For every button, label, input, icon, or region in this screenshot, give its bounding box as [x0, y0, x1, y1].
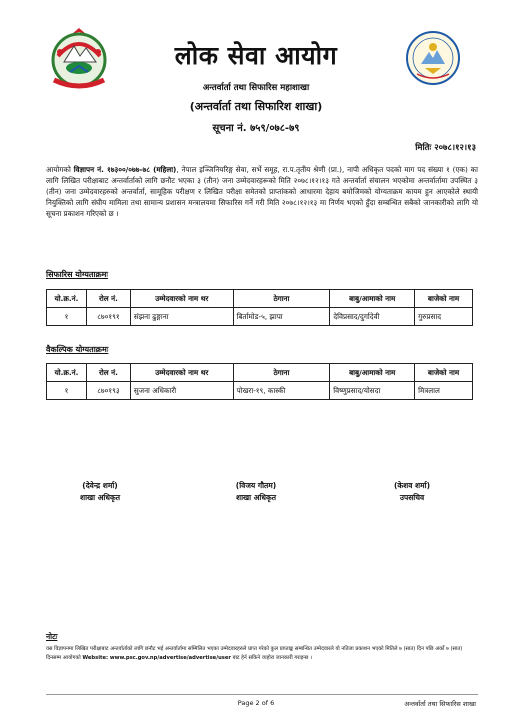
col-sn: यो.क्र.नं. — [47, 290, 87, 308]
notice-body — [46, 165, 478, 220]
col-address: ठेगाना — [233, 290, 330, 308]
table-row — [47, 308, 473, 326]
note-label: नोटः — [46, 632, 58, 641]
alternate-heading: वैकल्पिक योग्यताक्रमः — [46, 345, 109, 354]
cell-sn: १ — [47, 308, 87, 326]
notice-date: मितिः २०७८।१२।१३ — [415, 143, 476, 153]
cell-address: बिर्तामोड-५, झापा — [233, 308, 330, 326]
col-roll: रोल नं. — [86, 364, 130, 382]
branch-name: (अन्तर्वार्ता तथा सिफारिश शाखा) — [189, 100, 323, 113]
note-text-part1: यस विज्ञापनमा लिखित परीक्षाबाट अन्तर्वार्ताको लागि छनौट भई अन्तर्वार्तामा सम्मिलित भएका उम्मेदवारहरुले प्राप्त गरेको कुल प्राप्ताङ्क सम्बन्धित उम्मेदवारले यो नतिजा प्रकाशन भएको मितिले ७ (सात) दिन पछि अर्को ७ (सात) दिनसम्म आयोगको — [46, 646, 463, 661]
cell-grandfather: गुरुप्रसाद — [415, 308, 473, 326]
website-link[interactable]: Website: www.psc.gov.np/advertise/advertise/user — [82, 654, 231, 661]
cell-grandfather: मित्रलाल — [415, 382, 473, 400]
col-grandfather: बाजेको नाम — [415, 290, 473, 308]
cell-roll: ८७०१९३ — [86, 382, 130, 400]
col-name: उम्मेदवारको नाम थर — [130, 290, 233, 308]
signatory-role: उपसचिव — [399, 493, 425, 502]
table-header-row — [47, 364, 473, 382]
recommended-table — [46, 289, 473, 326]
signatory-role: शाखा अधिकृत — [79, 493, 121, 502]
col-roll: रोल नं. — [86, 290, 130, 308]
cell-name: संझना ढुङ्गाना — [130, 308, 233, 326]
recommended-heading: सिफारिस योग्यताक्रमः — [46, 270, 109, 279]
cell-roll: ८७०१९१ — [86, 308, 130, 326]
col-parents: बाबु/आमाको नाम — [330, 364, 415, 382]
cell-parents: विष्णुप्रसाद/योसदा — [330, 382, 415, 400]
cell-sn: १ — [47, 382, 87, 400]
signature-block-2 — [186, 480, 326, 504]
col-parents: बाबु/आमाको नाम — [330, 290, 415, 308]
col-sn: यो.क्र.नं. — [47, 364, 87, 382]
note-text-part2: बाट हेर्न सकिने व्यहोरा जानकारी गराइन्छ । — [230, 654, 312, 661]
body-intro: आयोगको — [46, 165, 74, 174]
signature-block-3 — [342, 480, 482, 504]
col-name: उम्मेदवारको नाम थर — [130, 364, 233, 382]
col-address: ठेगाना — [233, 364, 330, 382]
col-grandfather: बाजेको नाम — [415, 364, 473, 382]
body-text: , नेपाल इञ्जिनियरिङ्ग सेवा, सर्भे समूह, रा.प.तृतीय श्रेणी (प्रा.), नापी अधिकृत पदको माग पद संख्या १ (एक) का लागि लिखित परीक्षाबाट अन्तर्वार्ताको लागि छनौट भएका ३ (तीन) जना उम्मेदवारहरूको मिति २०७८।१२।१३ गते अन्तर्वार्ता संचालन भएकोमा अन्तर्वार्तामा उपस्थित ३ (तीन) जना उम्मेदवारहरुको अन्तर्वार्ता, सामूहिक परीक्षण र लिखित परीक्षा समेतको प्राप्तांकको आधारमा देहाय बमोजिमको योग्यताक्रम कायम हुन आएकोले स्थायी नियुक्तिको लागि संघीय मामिला तथा सामान्य प्रशासन मन्त्रालयमा सिफारिस गर्ने गरी मिति २०७८।१२।१३ मा निर्णय भएको हुँदा सम्बन्धित सबैको जानकारीको लागि यो सूचना प्रकाशन गरिएको छ । — [46, 165, 479, 218]
table-header-row — [47, 290, 473, 308]
page-title: लोक सेवा आयोग — [174, 41, 338, 70]
cell-parents: देविप्रसाद/दुर्गादेवी — [330, 308, 415, 326]
division-name: अन्तर्वार्ता तथा सिफारिस महाशाखा — [202, 83, 310, 93]
page-number: Page 2 of 6 — [237, 699, 275, 707]
notice-number: सूचना नं. ७५९/०७८-७९ — [212, 123, 300, 134]
alternate-table — [46, 363, 473, 400]
cell-address: पोखरा-१९, कास्की — [233, 382, 330, 400]
footer-divider — [46, 694, 478, 695]
advertisement-number: विज्ञापन नं. १७३००/०७७-७८ (महिला) — [73, 165, 177, 174]
note-text — [46, 645, 478, 662]
signatory-role: शाखा अधिकृत — [235, 493, 277, 502]
signatory-name: (देवेन्द्र शर्मा) — [82, 481, 118, 490]
cell-name: सुजना अधिकारी — [130, 382, 233, 400]
table-row — [47, 382, 473, 400]
signatory-name: (केशव शर्मा) — [393, 481, 431, 490]
signature-block-1 — [30, 480, 170, 504]
signatory-name: (विजय गौतम) — [235, 481, 277, 490]
footer-branch: अन्तर्वार्ता तथा सिफारिस शाखा — [404, 700, 476, 708]
